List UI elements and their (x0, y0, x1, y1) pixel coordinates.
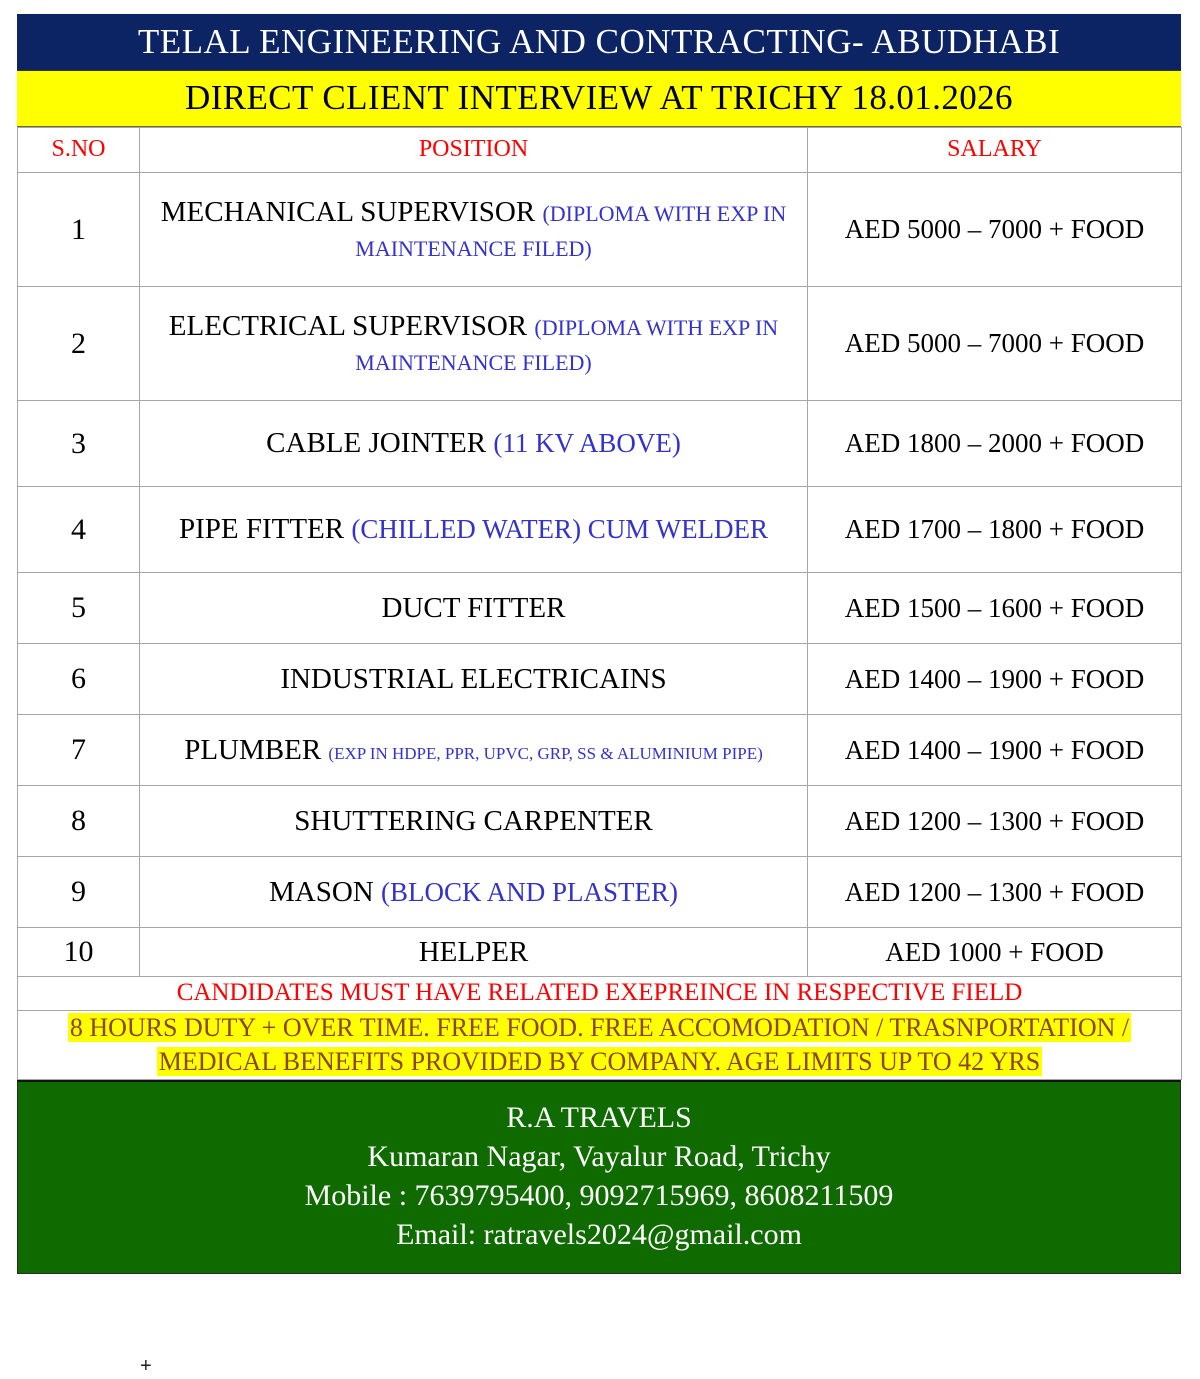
row-sno: 10 (18, 928, 140, 977)
interview-announcement-banner: DIRECT CLIENT INTERVIEW AT TRICHY 18.01.2026 (17, 71, 1181, 127)
company-name-banner: TELAL ENGINEERING AND CONTRACTING- ABUDHABI (17, 14, 1181, 71)
column-header-position: POSITION (140, 128, 808, 173)
position-title: PLUMBER (184, 733, 322, 766)
position-title: PIPE FITTER (178, 513, 345, 546)
position-note: (BLOCK AND PLASTER) (380, 876, 678, 907)
row-sno: 6 (18, 644, 140, 715)
row-sno: 8 (18, 786, 140, 857)
row-salary: AED 1200 – 1300 + FOOD (808, 857, 1182, 928)
agency-mobile: Mobile : 7639795400, 9092715969, 8608211509 (304, 1179, 894, 1213)
benefits-text: 8 HOURS DUTY + OVER TIME. FREE FOOD. FREE ACCOMODATION / TRASNPORTATION / MEDICAL BENEFITS PROVIDED BY COMPANY. AGE LIMITS UP TO 42 YRS (69, 1012, 1130, 1076)
position-note: (CHILLED WATER) CUM WELDER (351, 514, 769, 545)
row-sno: 5 (18, 573, 140, 644)
position-title: ELECTRICAL SUPERVISOR (168, 310, 528, 343)
position-title: DUCT FITTER (381, 591, 566, 624)
table-row (18, 487, 1182, 573)
row-sno: 3 (18, 401, 140, 487)
row-salary: AED 1400 – 1900 + FOOD (808, 644, 1182, 715)
row-position (140, 173, 808, 287)
position-note: (11 KV ABOVE) (493, 428, 681, 459)
row-position (140, 287, 808, 401)
experience-requirement-text: CANDIDATES MUST HAVE RELATED EXEPREINCE IN RESPECTIVE FIELD (18, 977, 1182, 1011)
row-salary: AED 5000 – 7000 + FOOD (808, 173, 1182, 287)
row-sno: 9 (18, 857, 140, 928)
position-title: MASON (268, 875, 374, 908)
position-note: (EXP IN HDPE, PPR, UPVC, GRP, SS & ALUMINIUM PIPE) (328, 743, 763, 763)
agency-name: R.A TRAVELS (506, 1101, 692, 1135)
row-sno: 4 (18, 487, 140, 573)
table-row (18, 715, 1182, 786)
row-position (140, 573, 808, 644)
table-row (18, 573, 1182, 644)
row-salary: AED 1800 – 2000 + FOOD (808, 401, 1182, 487)
table-header-row (18, 128, 1182, 173)
column-header-salary: SALARY (808, 128, 1182, 173)
position-title: HELPER (418, 935, 529, 968)
position-note: (DIPLOMA WITH EXP IN MAINTENANCE FILED) (355, 201, 787, 261)
row-salary: AED 1000 + FOOD (808, 928, 1182, 977)
column-header-sno: S.NO (18, 128, 140, 173)
table-row (18, 928, 1182, 977)
experience-notice-row (18, 977, 1182, 1011)
position-title: MECHANICAL SUPERVISOR (160, 196, 536, 229)
job-vacancy-table (17, 127, 1182, 1080)
position-title: SHUTTERING CARPENTER (294, 804, 653, 837)
table-row (18, 173, 1182, 287)
row-salary: AED 1500 – 1600 + FOOD (808, 573, 1182, 644)
table-row (18, 287, 1182, 401)
row-sno: 2 (18, 287, 140, 401)
benefits-notice-row (18, 1010, 1182, 1080)
position-title: CABLE JOINTER (266, 427, 487, 460)
row-sno: 1 (18, 173, 140, 287)
row-position (140, 487, 808, 573)
stray-plus-mark: + (140, 1355, 152, 1377)
row-position (140, 715, 808, 786)
row-position (140, 401, 808, 487)
advertisement-sheet (17, 14, 1181, 1274)
agency-address: Kumaran Nagar, Vayalur Road, Trichy (367, 1140, 831, 1174)
row-salary: AED 1700 – 1800 + FOOD (808, 487, 1182, 573)
agency-footer (17, 1080, 1181, 1274)
row-sno: 7 (18, 715, 140, 786)
position-title: INDUSTRIAL ELECTRICAINS (280, 662, 667, 695)
table-row (18, 644, 1182, 715)
row-position (140, 857, 808, 928)
row-position (140, 928, 808, 977)
benefits-cell (18, 1010, 1182, 1080)
agency-email: Email: ratravels2024@gmail.com (396, 1218, 802, 1252)
row-salary: AED 1400 – 1900 + FOOD (808, 715, 1182, 786)
row-salary: AED 5000 – 7000 + FOOD (808, 287, 1182, 401)
table-row (18, 786, 1182, 857)
table-row (18, 857, 1182, 928)
row-salary: AED 1200 – 1300 + FOOD (808, 786, 1182, 857)
position-note: (DIPLOMA WITH EXP IN MAINTENANCE FILED) (355, 315, 779, 375)
table-row (18, 401, 1182, 487)
row-position (140, 644, 808, 715)
row-position (140, 786, 808, 857)
